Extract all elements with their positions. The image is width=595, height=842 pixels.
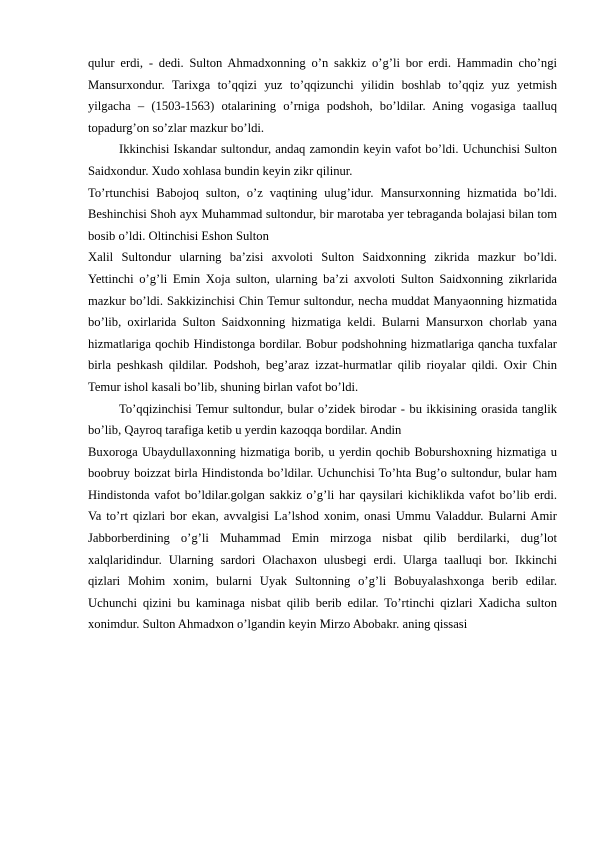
paragraph: qulur erdi, - dedi. Sulton Ahmadxonning o’n sakkiz o’g’li bor erdi. Hammadin cho’ngi Mansurxondur. Tarixga to’qqizi yuz to’qqizunchi yilidin boshlab to’qqiz yuz yetmish yilgacha – (1503-1563) otalarining o’rniga podshoh, bo’ldilar. Aning vogasiga taalluq topadurg’on so’zlar mazkur bo’ldi. [88, 56, 557, 135]
paragraph: Buxoroga Ubaydullaxonning hizmatiga borib, u yerdin qochib Boburshoxning hizmatiga u boobruy boizzat birla Hindistonda bo’ldilar. Uchunchisi To’hta Bug’o sultondur, bular ham Hindistonda vafot bo’ldilar.golgan sakkiz o’g’li har qaysilari kichiklikda vafot bo’lib erdi. Va to’rt qizlari bor ekan, avvalgisi La’lshod xonim, onasi Ummu Valaddur. Bularni Amir Jabborberdining o’g’li Muhammad Emin mirzoga nisbat qilib berdilarki, dug’lot xalqlaridindur. Ularning sardori Olachaxon ulusbegi erdi. Ularga taalluqi bor. Ikkinchi qizlari Mohim xonim, bularni Uyak Sultonning o’g’li Bobuyalashxonga berib edilar. Uchunchi qizini bu kaminaga nisbat qilib berib edilar. To’rtinchi qizlari Xadicha sulton xonimdur. Sulton Ahmadxon o’lgandin keyin Mirzo Abobakr. aning qissasi [88, 444, 557, 632]
paragraph: Xalil Sultondur ularning ba’zisi axvoloti Sulton Saidxonning zikrida mazkur bo’ldi. Yettinchi o’g’li Emin Xoja sulton, ularning ba’zi axvoloti Sulton Saidxonning zikrlarida mazkur bo’ldi. Sakkizinchisi Chin Temur sultondur, necha muddat Manyaonning hizmatida bo’lib, oxirlarida Sulton Saidxonning hizmatiga keldi. Bularni Mansurxon chorlab yana hizmatlariga qochib Hindistonga bordilar. Bobur podshohning hizmatlariga qancha tuxfalar birla peshkash qildilar. Podshoh, beg’araz izzat-hurmatlar qilib rioyalar qildi. Oxir Chin Temur ishol kasali bo’lib, shuning birlan vafot bo’ldi. [88, 250, 557, 394]
paragraph: Ikkinchisi Iskandar sultondur, andaq zamondin keyin vafot bo’ldi. Uchunchisi Sulton Saidxondur. Xudo xohlasa bundin keyin zikr qilinur. [88, 142, 557, 178]
paragraph: To’qqizinchisi Temur sultondur, bular o’zidek birodar - bu ikkisining orasida tanglik bo’lib, Qayroq tarafiga ketib u yerdin kazoqqa bordilar. Andin [88, 401, 557, 438]
paragraph: To’rtunchisi Babojoq sulton, o’z vaqtining ulug’idur. Mansurxonning hizmatida bo’ldi. Beshinchisi Shoh ayx Muhammad sultondur, bir marotaba yer tebraganda bolajasi bilan tom bosib o’ldi. Oltinchisi Eshon Sulton [88, 185, 557, 243]
body-text [88, 53, 557, 636]
